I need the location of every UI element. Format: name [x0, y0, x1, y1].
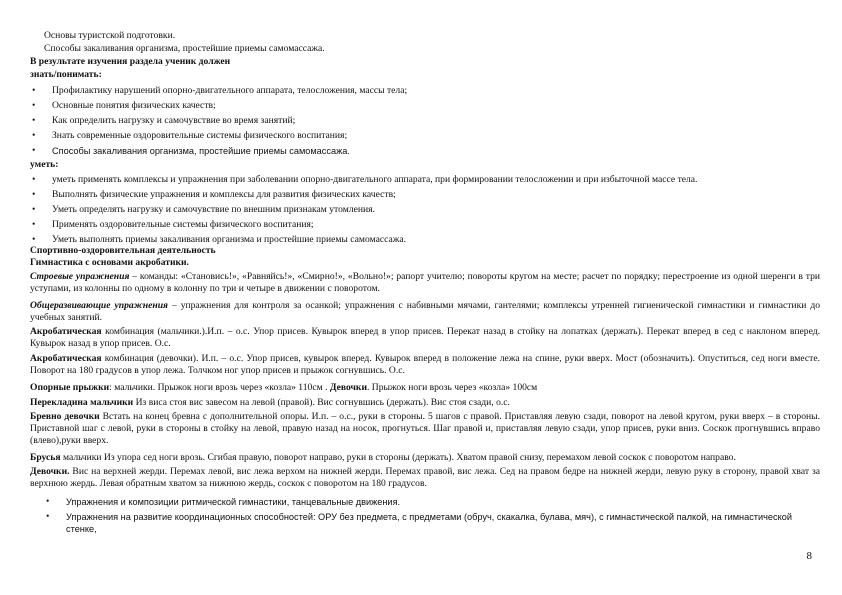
final-item-text: Упражнения на развитие координационных способностей: ОРУ без предмета, с предметами (обруч, скакалка, булава, мяч), с гимнастической палкой, на гимнастической стенке, [66, 512, 793, 534]
can-item-text: Уметь определять нагрузку и самочувствие по внешним признакам утомления. [52, 204, 375, 215]
vault-paragraph [30, 382, 820, 394]
uneven-bars-label: Девочки. [30, 466, 70, 477]
uneven-bars-paragraph [30, 466, 820, 490]
parallel-bars-label: Брусья [30, 452, 61, 463]
know-item-text: Способы закаливания организма, простейшие приемы самомассажа. [52, 146, 350, 156]
drill-label: Строевые упражнения [30, 271, 130, 282]
acrobatics-girls-paragraph [30, 353, 820, 377]
bullet-icon: • [32, 145, 36, 156]
can-heading: уметь: [30, 159, 59, 170]
bullet-icon: • [32, 234, 36, 245]
drill-text: – команды: «Становись!», «Равняйсь!», «Смирно!», «Вольно!»; рапорт учителю; повороты кругом на месте; расчет по порядку; перестроение из одной шеренги в три уступами, из колонны по одному в колонну по три и четыре в движении с поворотом. [30, 271, 820, 294]
general-exercises-label: Общеразвивающие упражнения [30, 300, 168, 311]
final-item-text: Упражнения и композиции ритмической гимнастики, танцевальные движения. [66, 497, 401, 507]
high-bar-label: Перекладина мальчики [30, 397, 134, 408]
know-item-text: Как определить нагрузку и самочувствие во время занятий; [52, 115, 296, 126]
know-heading: знать/понимать: [30, 69, 102, 80]
bullet-icon: • [32, 189, 36, 200]
can-item-text: Уметь выполнять приемы закаливания организма и простейшие приемы самомассажа. [52, 234, 407, 245]
can-item-text: Применять оздоровительные системы физического воспитания; [52, 219, 314, 230]
intro-line-1: Основы туристской подготовки. [44, 30, 176, 41]
beam-text: Встать на конец бревна с дополнительной опоры. И.п. – о.с., руки в стороны. 5 шагов с правой. Приставляя левую сзади, поворот на левой кругом, руки вверх – в стороны. Приставной шаг с левой, руки в стороны в стойку на левой, правую назад на носок, прогнуться. Шаг правой и, приставляя левую сзади, упор присев, руки вниз. Соскок прогнувшись вправо (влево),руки вверх. [30, 411, 820, 446]
parallel-bars-text: мальчики Из упора сед ноги врозь. Сгибая правую, поворот направо, руки в стороны (держать). Хватом правой снизу, перемахом левой соскок с поворотом направо. [60, 452, 736, 463]
can-item-text: Выполнять физические упражнения и комплексы для развития физических качеств; [52, 189, 396, 200]
page-number: 8 [806, 550, 812, 562]
bullet-icon: • [32, 100, 36, 111]
parallel-bars-paragraph [30, 452, 820, 464]
bullet-icon: • [32, 115, 36, 126]
acrobatics-boys-label: Акробатическая [30, 326, 102, 337]
bullet-icon: • [46, 496, 50, 507]
vault-text-boys: : мальчики. Прыжок ноги врозь через «козла» 110см . [109, 382, 330, 393]
gymnastics-heading: Гимнастика с основами акробатики. [30, 257, 189, 268]
bullet-icon: • [32, 174, 36, 185]
general-exercises-paragraph [30, 300, 820, 324]
bullet-icon: • [32, 219, 36, 230]
general-exercises-text: – упражнения для контроля за осанкой; упражнения с набивными мячами, гантелями; комплексы утренней гигиенической гимнастики и гимнастики до учебных занятий. [30, 300, 820, 323]
know-item-text: Основные понятия физических качеств; [52, 100, 216, 111]
acrobatics-girls-text: комбинация (девочки). И.п. – о.с. Упор присев, кувырок вперед. Кувырок вперед в положение лежа на спине, руки вверх. Мост (обозначить). Опуститься, сед ноги вместе. Поворот на 180 градусов в упор лежа. Толчком ног упор присев и прыжок согнувшись. О.с. [30, 353, 820, 376]
high-bar-text: Из виса стоя вис завесом на левой (правой). Вис согнувшись (держать). Вис стоя сзади, о.с. [133, 397, 510, 408]
vault-label: Опорные прыжки [30, 382, 110, 393]
bullet-icon: • [32, 85, 36, 96]
bullet-icon: • [32, 130, 36, 141]
uneven-bars-text: Вис на верхней жерди. Перемах левой, вис лежа верхом на нижней жерди. Перемах правой, вис лежа. Сед на правом бедре на нижней жерди, левую руку в сторону, правой хват за верхнюю жердь. Левая обратным хватом за нижнюю жердь, соскок с поворотом на 180 градусов. [30, 466, 820, 489]
vault-girls-label: Девочки [329, 382, 367, 393]
bullet-icon: • [46, 511, 50, 522]
drill-paragraph [30, 271, 820, 295]
bullet-icon: • [32, 204, 36, 215]
section-heading: Спортивно-оздоровительная деятельность [30, 245, 216, 256]
acrobatics-boys-paragraph [30, 326, 820, 350]
can-item-text: уметь применять комплексы и упражнения при заболевании опорно-двигательного аппарата, при формировании телосложении и при избыточной массе тела. [52, 174, 698, 185]
results-heading: В результате изучения раздела ученик должен [30, 56, 231, 67]
acrobatics-girls-label: Акробатическая [30, 353, 102, 364]
beam-label: Бревно девочки [30, 411, 100, 422]
beam-paragraph [30, 411, 820, 447]
high-bar-paragraph [30, 397, 820, 409]
intro-line-2: Способы закаливания организма, простейшие приемы самомассажа. [44, 43, 325, 54]
vault-text-girls: . Прыжок ноги врозь через «козла» 100см [366, 382, 538, 393]
know-item-text: Знать современные оздоровительные системы физического воспитания; [52, 130, 348, 141]
know-item-text: Профилактику нарушений опорно-двигательного аппарата, телосложения, массы тела; [52, 85, 408, 96]
acrobatics-boys-text: комбинация (мальчики.).И.п. – о.с. Упор присев. Кувырок вперед в упор присев. Перекат назад в стойку на лопатках (держать). Перекат вперед в сед с наклоном вперед. Кувырок назад в упор присев. О.с. [30, 326, 820, 349]
